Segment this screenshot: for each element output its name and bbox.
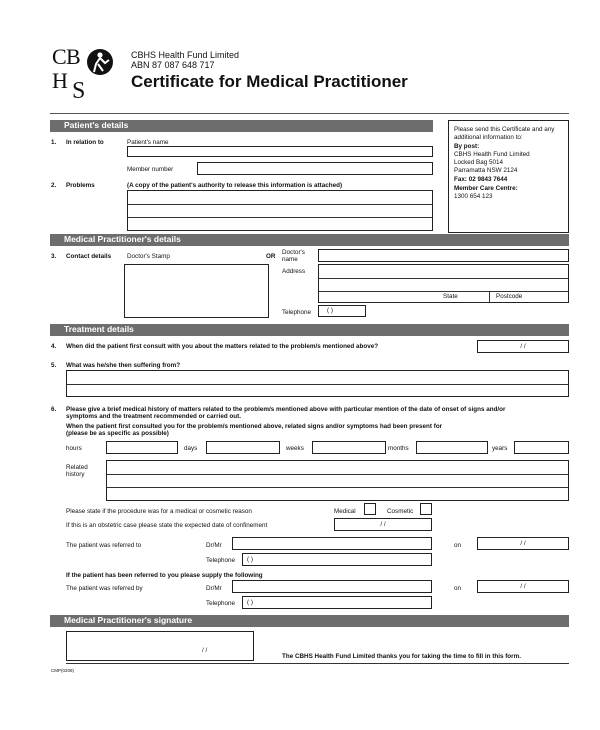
cosmetic-label: Cosmetic: [387, 508, 414, 515]
fax-number: Fax: 02 9843 7644: [454, 176, 508, 183]
mailing-info-box: [448, 120, 569, 233]
section-patient-details: Patient's details: [50, 120, 433, 132]
referred-to-telephone-label: Telephone: [206, 557, 236, 564]
medical-label: Medical: [334, 508, 356, 515]
patient-name-field[interactable]: [127, 146, 433, 157]
company-name: CBHS Health Fund Limited: [131, 50, 240, 60]
days-field[interactable]: [206, 441, 280, 454]
referred-to-drmr-label: Dr/Mr: [206, 542, 222, 549]
mailing-intro: Please send this Certificate and any additional information to:: [454, 126, 555, 141]
q1-label: In relation to: [66, 139, 104, 146]
care-centre-label: Member Care Centre:: [454, 185, 518, 192]
q6-sub-line2: (please be as specific as possible): [66, 430, 169, 437]
care-centre-phone: 1300 654 123: [454, 193, 493, 200]
q6-question-line2: symptoms and the treatment recommended or carried out.: [66, 413, 241, 420]
post-addr-2: Locked Bag 5014: [454, 159, 504, 166]
suffering-field[interactable]: [66, 370, 569, 397]
history-line: [107, 487, 568, 488]
hours-field[interactable]: [106, 441, 178, 454]
header-divider: [50, 113, 569, 114]
obstetric-question: If this is an obstetric case please state the expected date of confinement: [66, 522, 268, 529]
q2-number: 2.: [51, 182, 57, 189]
state-divider: [489, 291, 490, 303]
post-addr-3: Parramatta NSW 2124: [454, 167, 518, 174]
q5-question: What was he/she then suffering from?: [66, 362, 181, 369]
signature-underline: [66, 663, 569, 664]
q6-sub-line1: When the patient first consulted you for the problem/s mentioned above, related signs and/or symptoms had been present for: [66, 423, 443, 430]
doctor-name-field[interactable]: [318, 249, 569, 262]
history-line: [107, 474, 568, 475]
post-addr-1: CBHS Health Fund Limited: [454, 151, 530, 158]
referred-by-on-label: on: [454, 585, 462, 592]
address-line: [319, 278, 568, 279]
referred-by-label: The patient was referred by: [66, 585, 143, 592]
problems-field[interactable]: [127, 190, 433, 231]
q5-number: 5.: [51, 362, 57, 369]
related-history-field[interactable]: [106, 460, 569, 501]
q3-number: 3.: [51, 253, 57, 260]
signature-box[interactable]: [66, 631, 254, 661]
svg-text:B: B: [66, 44, 81, 69]
signature-date: / /: [202, 647, 208, 654]
medical-checkbox[interactable]: [364, 503, 376, 515]
thank-you-note: The CBHS Health Fund Limited thanks you for taking the time to fill in this form.: [282, 653, 521, 660]
problems-line: [128, 204, 432, 205]
months-field[interactable]: [416, 441, 488, 454]
days-label: days: [184, 445, 198, 452]
telephone-label: Telephone: [282, 309, 312, 316]
q6-number: 6.: [51, 406, 57, 413]
problems-line: [128, 217, 432, 218]
referred-by-name-field[interactable]: [232, 580, 432, 593]
member-number-field[interactable]: [197, 162, 433, 175]
confinement-date-field[interactable]: / /: [334, 518, 432, 531]
related-history-label-2: history: [66, 471, 85, 478]
state-label: State: [443, 293, 458, 300]
weeks-field[interactable]: [312, 441, 386, 454]
years-field[interactable]: [514, 441, 569, 454]
related-history-label-1: Related: [66, 464, 88, 471]
referred-by-telephone-label: Telephone: [206, 600, 236, 607]
form-code: CMP(0208): [51, 668, 75, 673]
stamp-label: Doctor's Stamp: [127, 253, 170, 260]
hours-label: hours: [66, 445, 82, 452]
svg-text:H: H: [52, 68, 68, 93]
q2-note: (A copy of the patient's authority to release this information is attached): [127, 182, 343, 189]
referred-by-phone-field[interactable]: ( ): [242, 596, 432, 609]
svg-text:S: S: [72, 78, 86, 104]
svg-text:C: C: [52, 44, 67, 69]
suffering-line: [67, 384, 568, 385]
referred-by-drmr-label: Dr/Mr: [206, 585, 222, 592]
years-label: years: [492, 445, 508, 452]
referred-to-label: The patient was referred to: [66, 542, 142, 549]
referred-by-note: If the patient has been referred to you please supply the following: [66, 572, 263, 579]
referred-to-phone-field[interactable]: ( ): [242, 553, 432, 566]
q3-label: Contact details: [66, 253, 112, 260]
section-practitioner-details: Medical Practitioner's details: [50, 234, 569, 246]
q4-number: 4.: [51, 343, 57, 350]
referred-to-name-field[interactable]: [232, 537, 432, 550]
referred-by-date-field[interactable]: / /: [477, 580, 569, 593]
procedure-question: Please state if the procedure was for a medical or cosmetic reason: [66, 508, 252, 515]
patient-name-label: Patient's name: [127, 139, 169, 146]
or-label: OR: [266, 253, 276, 260]
member-number-label: Member number: [127, 166, 174, 173]
first-consult-date-field[interactable]: / /: [477, 340, 569, 353]
postcode-label: Postcode: [496, 293, 523, 300]
doctor-name-label-2: name: [282, 256, 298, 263]
cbhs-logo: [50, 42, 132, 104]
cosmetic-checkbox[interactable]: [420, 503, 432, 515]
referred-to-on-label: on: [454, 542, 462, 549]
company-abn: ABN 87 087 648 717: [131, 60, 215, 70]
months-label: months: [388, 445, 409, 452]
q6-question-line1: Please give a brief medical history of matters related to the problem/s mentioned above with particular mention of the date of onset of signs and/or: [66, 406, 506, 413]
address-label: Address: [282, 268, 306, 275]
practitioner-phone-field[interactable]: ( ): [318, 305, 366, 317]
page-title: Certificate for Medical Practitioner: [131, 72, 408, 91]
address-line: [319, 291, 568, 292]
doctor-name-label-1: Doctor's: [282, 249, 305, 256]
q1-number: 1.: [51, 139, 57, 146]
q4-question: When did the patient first consult with you about the matters related to the problem/s mentioned above?: [66, 343, 379, 350]
referred-to-date-field[interactable]: / /: [477, 537, 569, 550]
section-treatment-details: Treatment details: [50, 324, 569, 336]
section-signature: Medical Practitioner's signature: [50, 615, 569, 627]
doctor-stamp-box[interactable]: [124, 264, 269, 318]
by-post-label: By post:: [454, 143, 480, 150]
q2-label: Problems: [66, 182, 95, 189]
weeks-label: weeks: [286, 445, 304, 452]
